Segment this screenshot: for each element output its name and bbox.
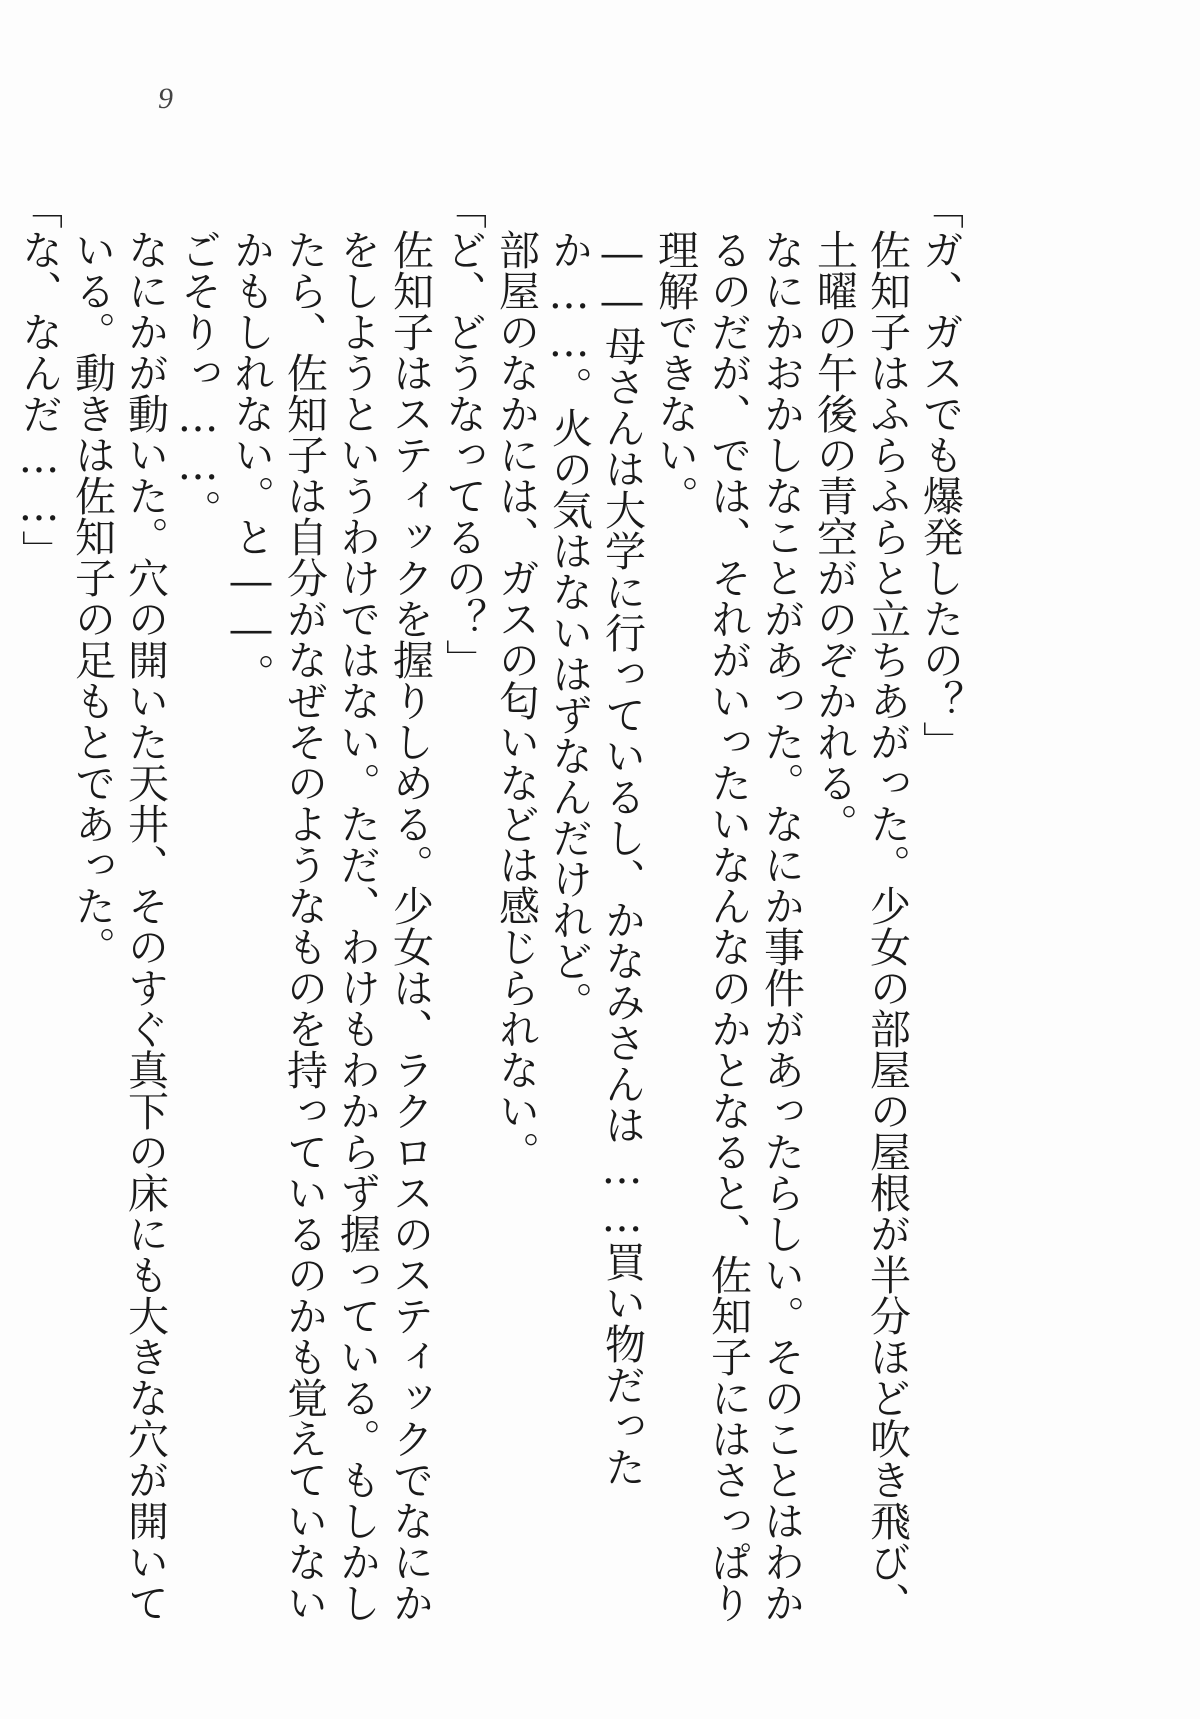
paragraph: ――母さんは大学に行っているし、かなみさんは……買い物だったか……。火の気はないはずなんだけれど。 [545, 229, 646, 1487]
paragraph: 「な、なんだ……」 [15, 188, 63, 571]
paragraph: 佐知子はふらふらと立ちあがった。少女の部屋の屋根が半分ほど吹き飛び、土曜の午後の青空がのぞかれる。 [810, 229, 911, 1623]
vertical-text-body [15, 188, 966, 1658]
paragraph: 部屋のなかには、ガスの匂いなどは感じられない。 [492, 229, 540, 1172]
paragraph: ごそりっ……。 [174, 229, 222, 530]
page-number: 9 [158, 82, 173, 115]
paragraph: なにかおかしなことがあった。なにか事件があったらしい。そのことはわかるのだが、では、それがいったいなんなのかとなると、佐知子にはさっぱり理解できない。 [651, 229, 805, 1623]
paragraph: 佐知子はスティックを握りしめる。少女は、ラクロスのスティックでなにかをしようというわけではない。ただ、わけもわからず握っている。もしかしたら、佐知子は自分がなぜそのようなものを持っているのかも覚えていないかもしれない。と――。 [227, 229, 434, 1623]
paragraph: 「ど、どうなってるの？」 [439, 188, 487, 680]
paragraph: なにかが動いた。穴の開いた天井、そのすぐ真下の床にも大きな穴が開いている。動きは佐知子の足もとであった。 [68, 229, 169, 1623]
paragraph: 「ガ、ガスでも爆発したの？」 [916, 188, 964, 762]
